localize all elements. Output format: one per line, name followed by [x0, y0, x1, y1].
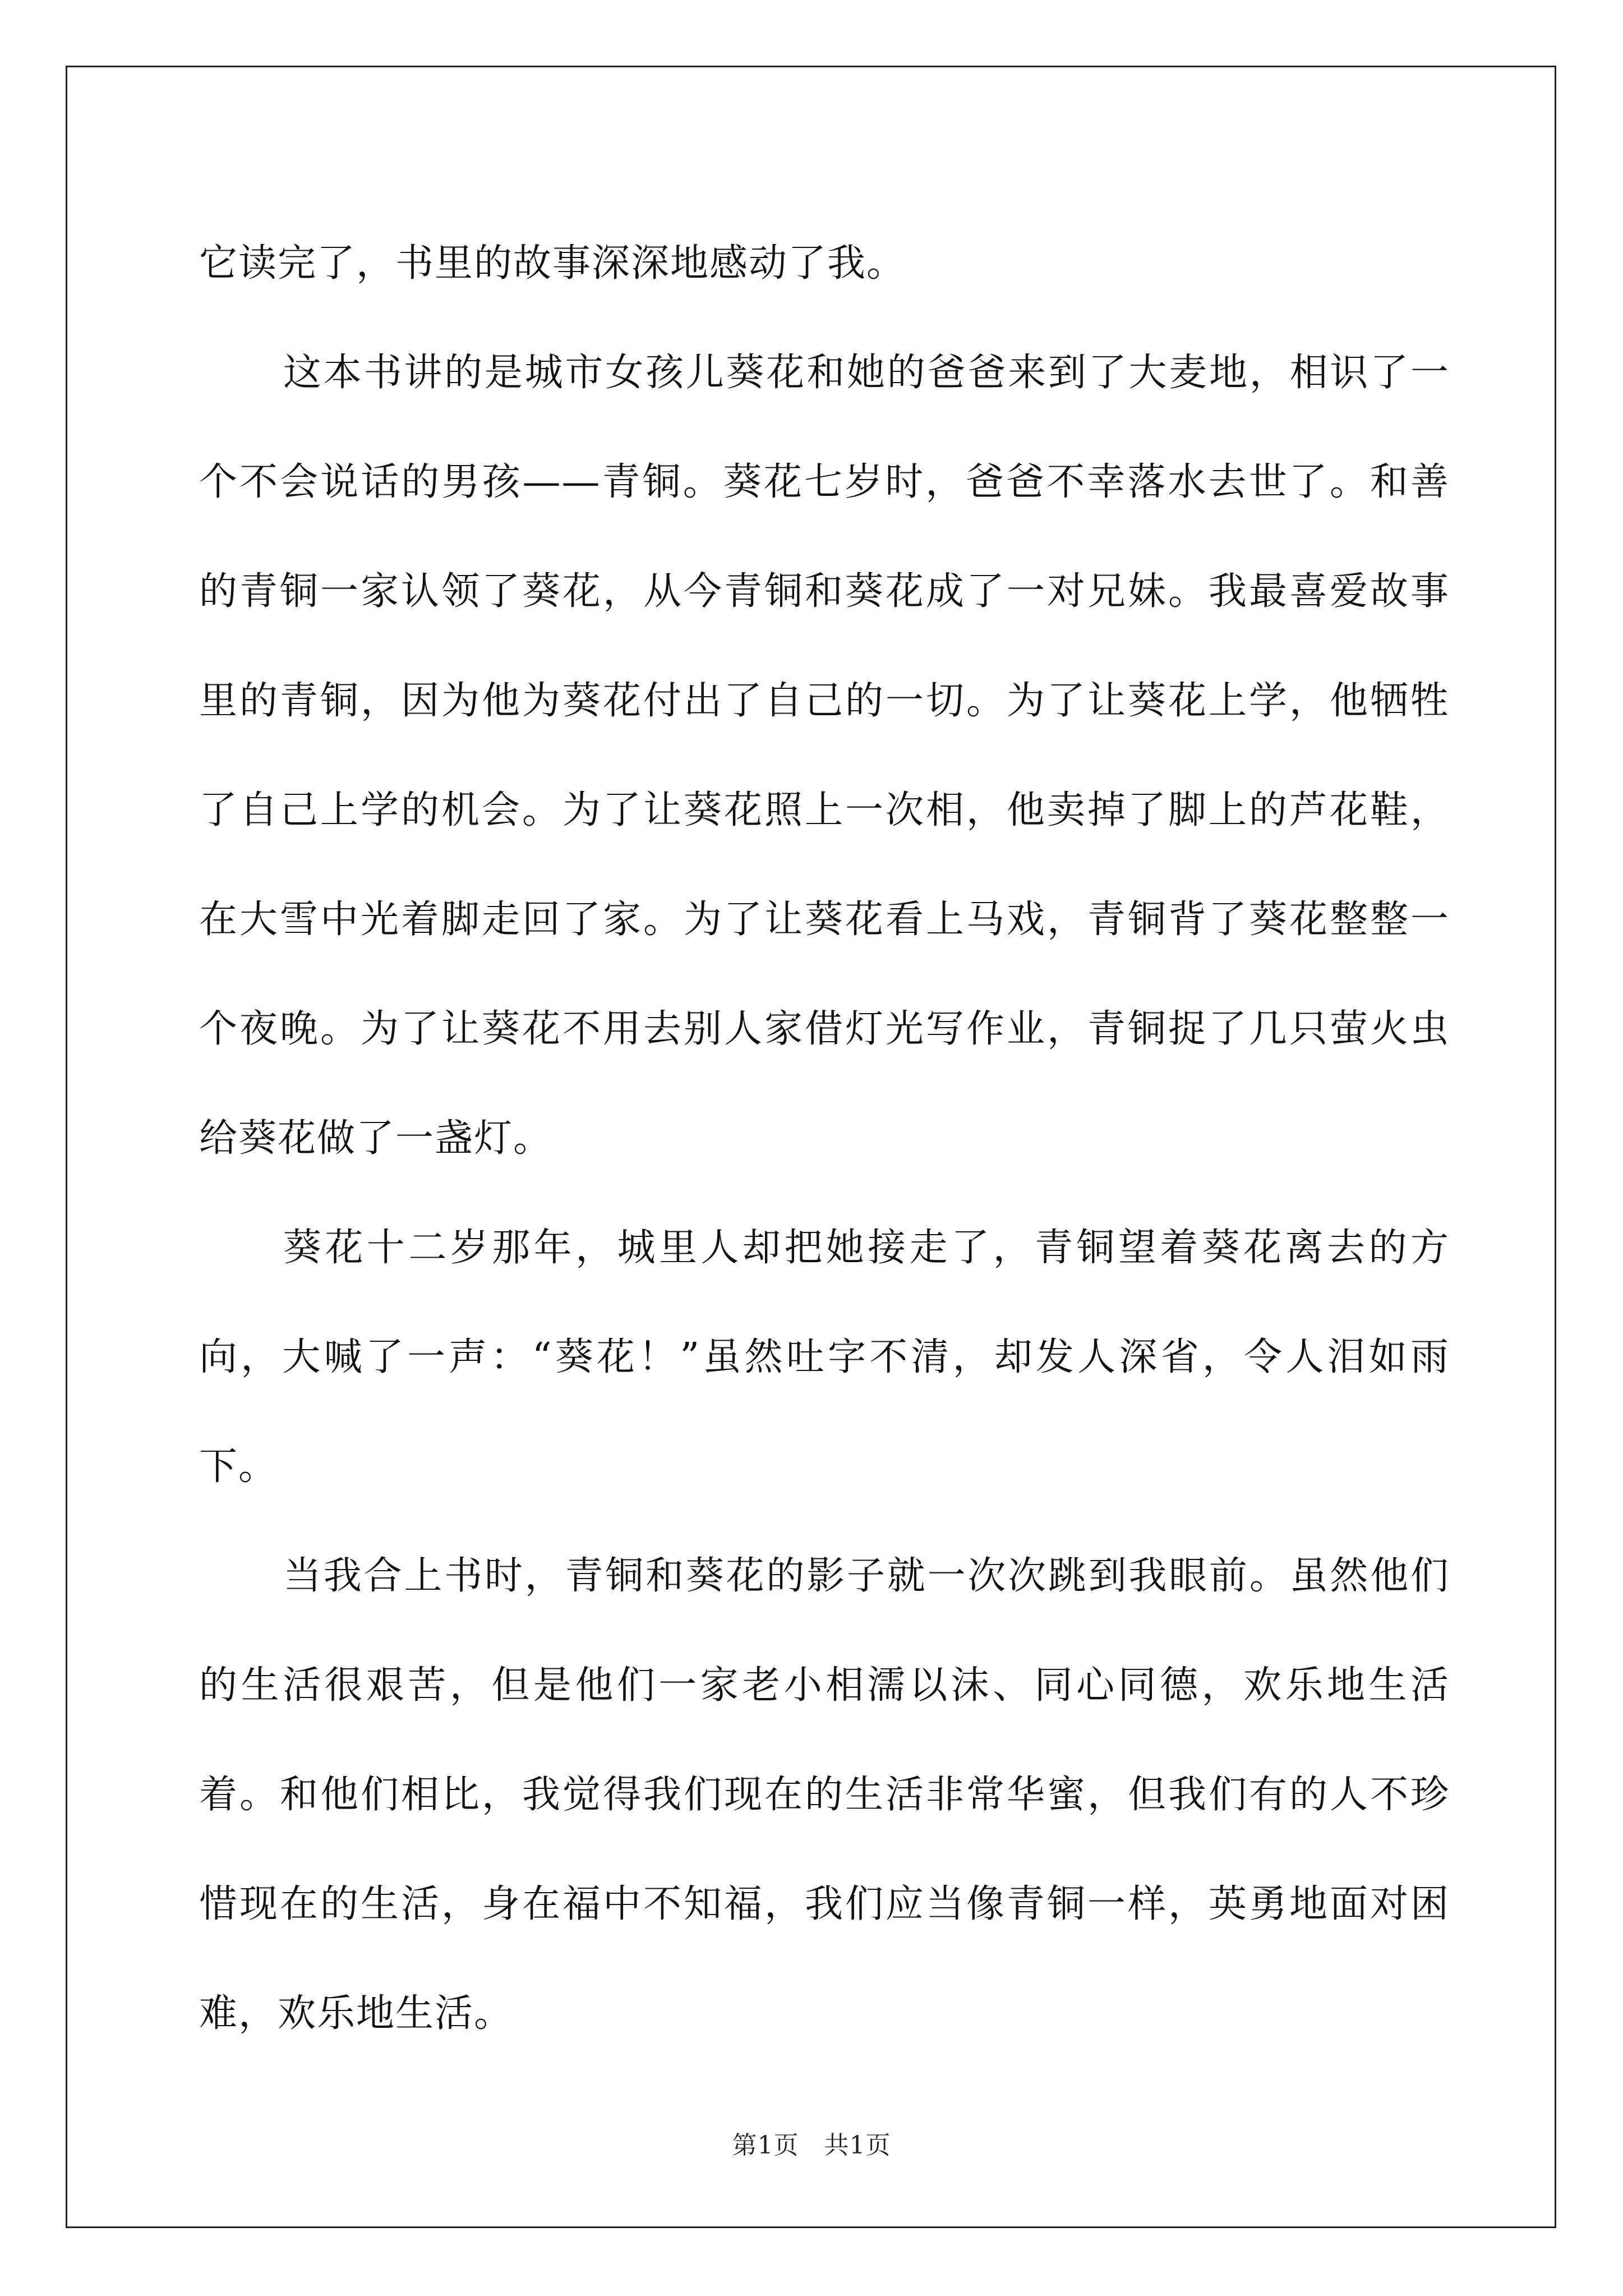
- paragraph-1: 它读完了，书里的故事深深地感动了我。: [199, 241, 906, 286]
- paragraph-3: 葵花十二岁那年，城里人却把她接走了，青铜望着葵花离去的方向，大喊了一声：“葵花！”虽然吐字不清，却发人深省，令人泪如雨下。: [199, 1226, 1450, 1489]
- page-number-footer: 第1页 共1页: [732, 2131, 891, 2160]
- paragraph-2: 这本书讲的是城市女孩儿葵花和她的爸爸来到了大麦地，相识了一个不会说话的男孩——青铜。葵花七岁时，爸爸不幸落水去世了。和善的青铜一家认领了葵花，从今青铜和葵花成了一对兄妹。我最喜爱故事里的青铜，因为他为葵花付出了自己的一切。为了让葵花上学，他牺牲了自己上学的机会。为了让葵花照上一次相，他卖掉了脚上的芦花鞋，在大雪中光着脚走回了家。为了让葵花看上马戏，青铜背了葵花整整一个夜晚。为了让葵花不用去别人家借灯光写作业，青铜捉了几只萤火虫给葵花做了一盏灯。: [199, 351, 1450, 1161]
- document-body: [199, 209, 1450, 2068]
- paragraph-4: 当我合上书时，青铜和葵花的影子就一次次跳到我眼前。虽然他们的生活很艰苦，但是他们一家老小相濡以沫、同心同德，欢乐地生活着。和他们相比，我觉得我们现在的生活非常华蜜，但我们有的人不珍惜现在的生活，身在福中不知福，我们应当像青铜一样，英勇地面对困难，欢乐地生活。: [199, 1554, 1450, 2036]
